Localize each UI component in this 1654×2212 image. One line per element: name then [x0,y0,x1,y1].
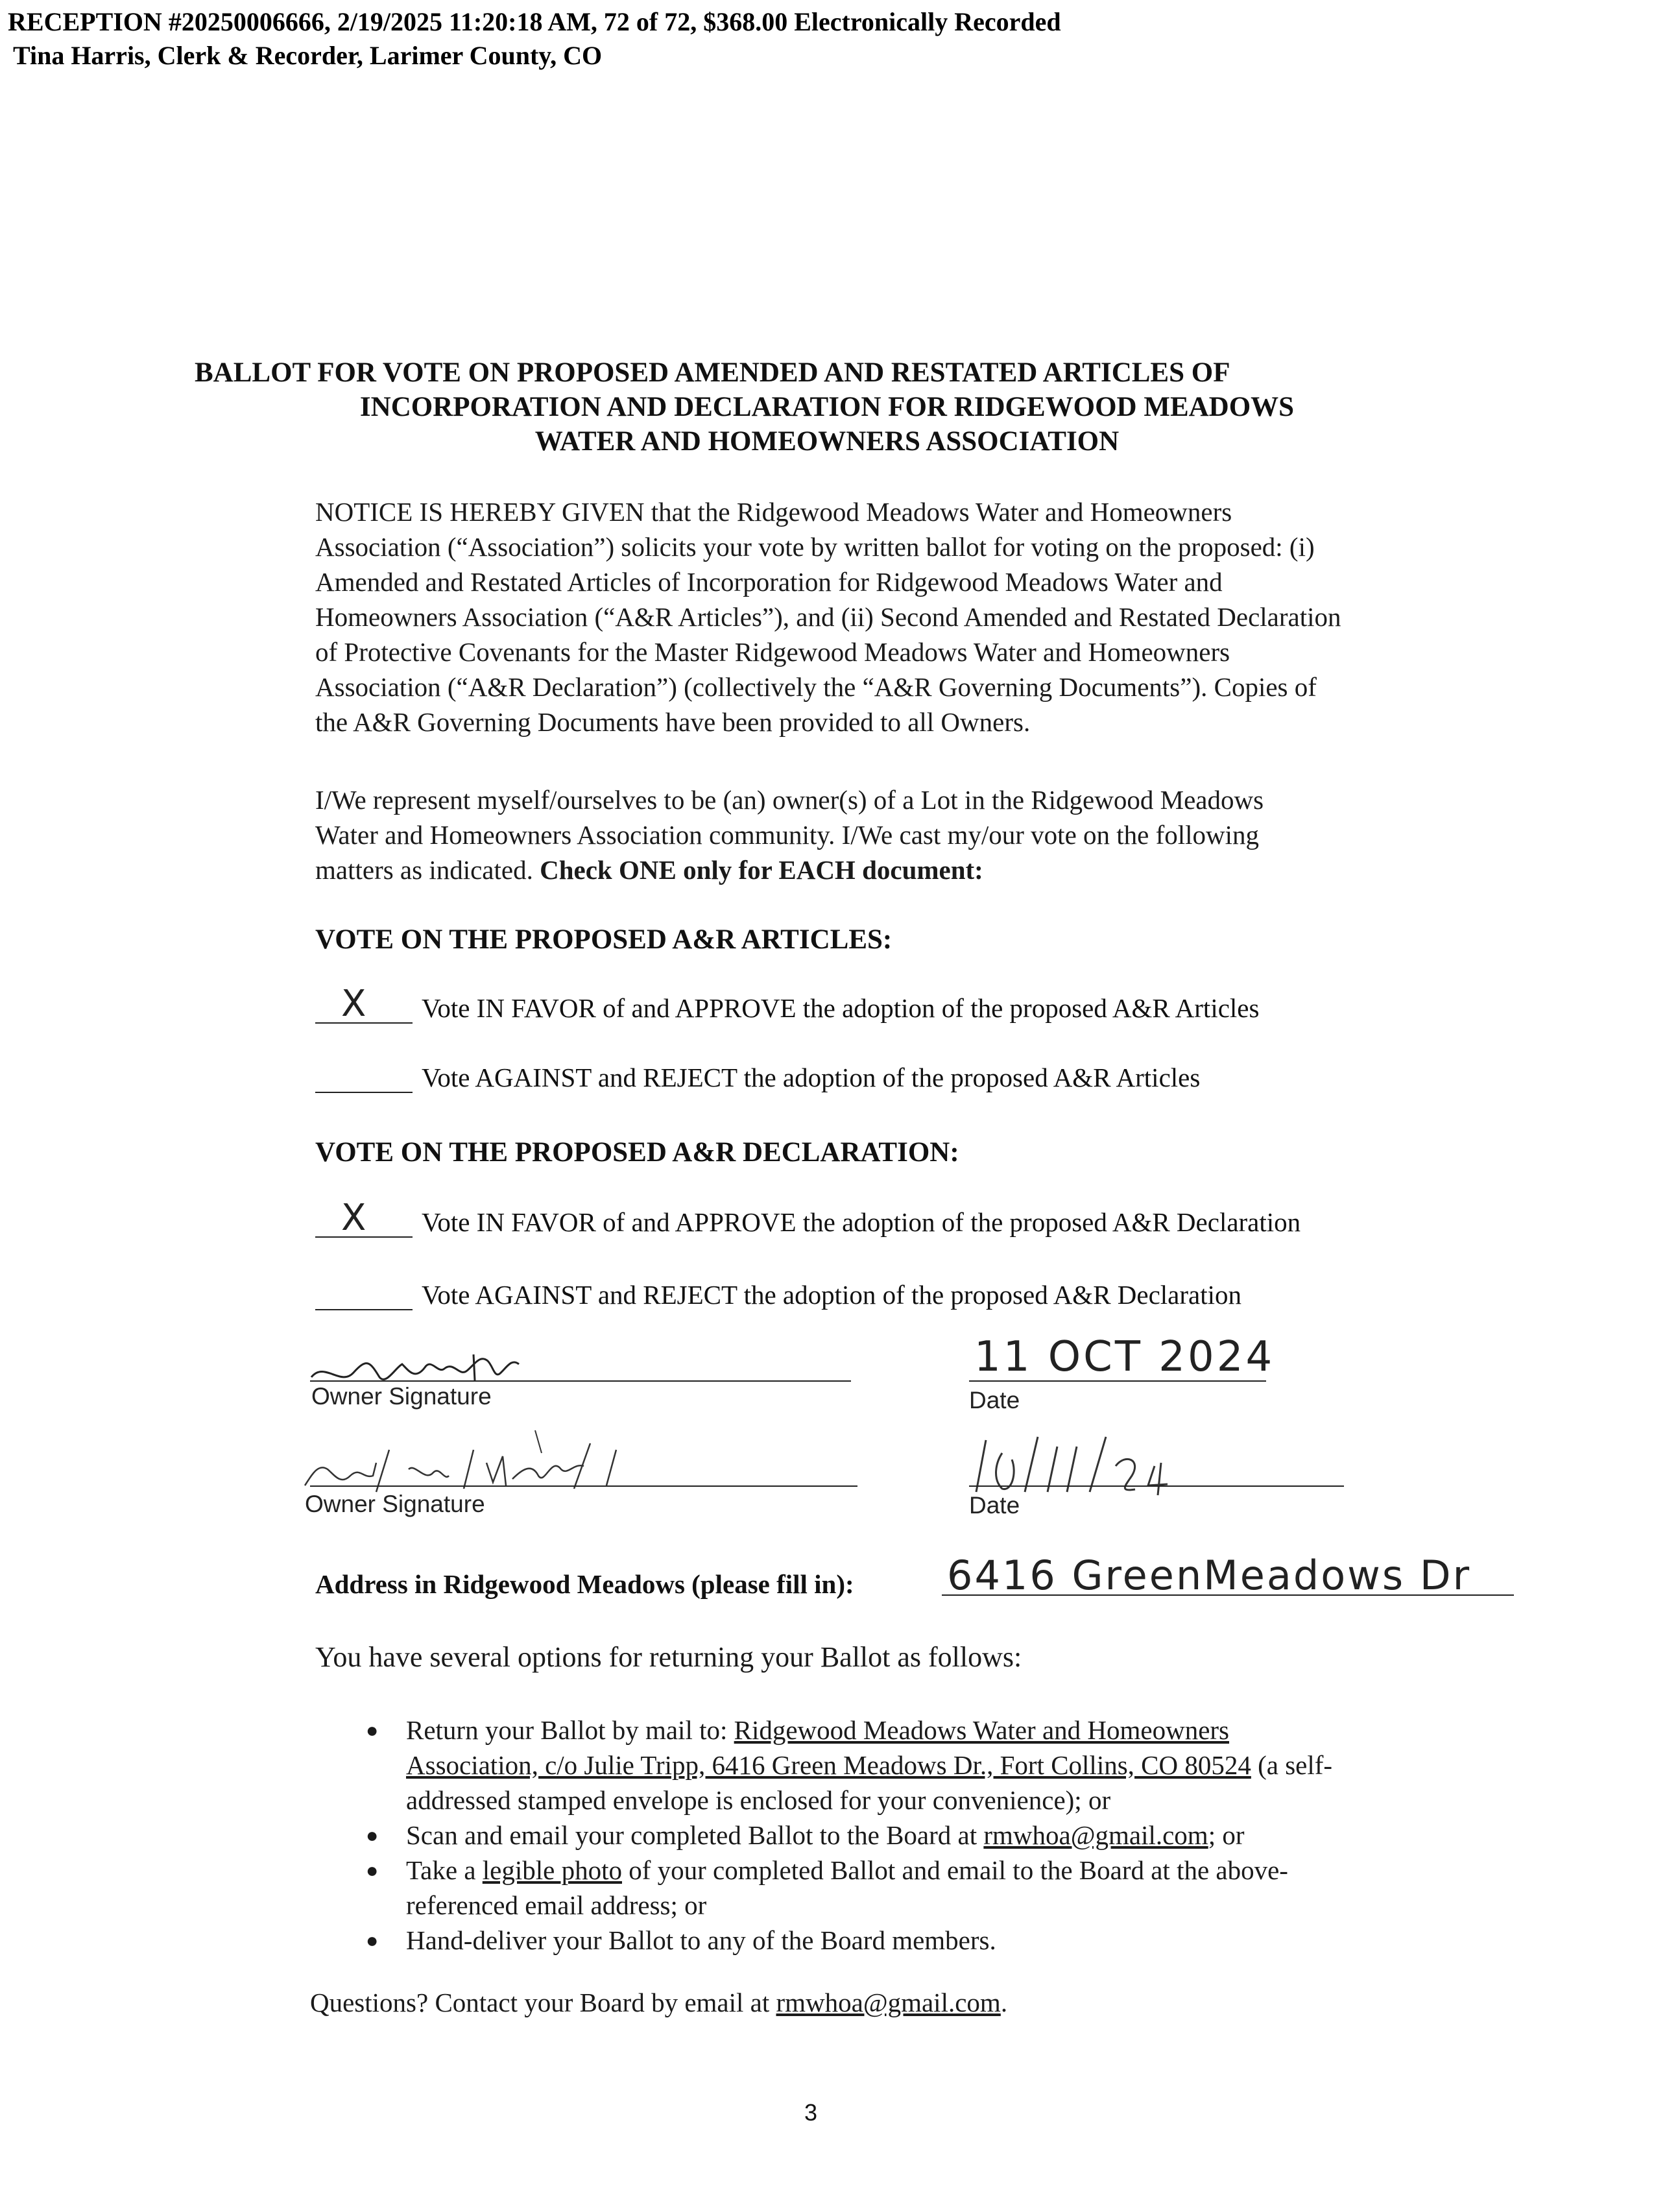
date-2-line[interactable] [969,1485,1344,1487]
articles-against-option[interactable] [315,1062,1200,1093]
articles-favor-mark: X [341,983,366,1025]
articles-favor-text: Vote IN FAVOR of and APPROVE the adoption of the proposed A&R Articles [422,993,1260,1023]
articles-against-blank[interactable] [315,1066,413,1093]
return-option-photo [366,1853,1332,1923]
owner-signature-2-label: Owner Signature [305,1491,485,1517]
bullet-icon: ● [366,1823,379,1847]
articles-vote-heading: VOTE ON THE PROPOSED A&R ARTICLES: [315,924,893,955]
notice-paragraph [315,494,1341,739]
notice-line: Association (“Association”) solicits your vote by written ballot for voting on the proposed: (i) [315,532,1315,562]
questions-line [310,1985,1007,2020]
title-line2: INCORPORATION AND DECLARATION FOR RIDGEWOOD MEADOWS [359,392,1295,422]
notice-line: of Protective Covenants for the Master Ridgewood Meadows Water and Homeowners [315,637,1230,667]
notice-line: Amended and Restated Articles of Incorporation for Ridgewood Meadows Water and [315,567,1223,597]
board-email-link[interactable]: rmwhoa@gmail.com [983,1820,1208,1850]
bullet-icon: ● [366,1858,379,1882]
declaration-favor-option[interactable] [315,1197,1301,1239]
representation-line1: I/We represent myself/ourselves to be (an) owner(s) of a Lot in the Ridgewood Meadows [315,785,1264,815]
bullet-icon: ● [366,1929,379,1952]
mail-prefix: Return your Ballot by mail to: [406,1715,734,1745]
notice-line: the A&R Governing Documents have been provided to all Owners. [315,707,1031,737]
representation-line3-plain: matters as indicated. [315,855,540,885]
questions-suffix: . [1000,1988,1008,2017]
mail-line3: addressed stamped envelope is enclosed for your convenience); or [406,1785,1111,1815]
declaration-favor-mark: X [341,1197,366,1239]
title-line1: BALLOT FOR VOTE ON PROPOSED AMENDED AND RESTATED ARTICLES OF [195,357,1230,388]
mail-suffix: (a self- [1251,1750,1333,1780]
scan-suffix: ; or [1208,1820,1245,1850]
date-1-label: Date [969,1387,1020,1413]
photo-prefix: Take a [406,1855,483,1885]
owner-signature-2-handwriting [279,1424,681,1502]
address-label: Address in Ridgewood Meadows (please fill in): [315,1569,854,1599]
declaration-favor-text: Vote IN FAVOR of and APPROVE the adoption of the proposed A&R Declaration [422,1207,1301,1237]
return-options-list [366,1713,1333,1958]
recording-header-line1: RECEPTION #20250006666, 2/19/2025 11:20:18 AM, 72 of 72, $368.00 Electronically Recorded [8,7,1061,36]
date-1-line[interactable] [969,1380,1266,1382]
return-option-hand-deliver [366,1923,1332,1958]
articles-favor-blank[interactable] [315,983,413,1025]
scan-prefix: Scan and email your completed Ballot to the Board at [406,1820,984,1850]
articles-favor-option[interactable] [315,983,1260,1025]
declaration-against-option[interactable] [315,1279,1241,1310]
date-2-label: Date [969,1492,1020,1519]
notice-line: Homeowners Association (“A&R Articles”), and (ii) Second Amended and Restated Declaration [315,602,1341,632]
notice-line: Association (“A&R Declaration”) (collectively the “A&R Governing Documents”). Copies of [315,672,1317,702]
address-field-line[interactable] [942,1594,1514,1596]
photo-suffix: of your completed Ballot and email to the Board at the above- [622,1855,1288,1885]
representation-line3 [315,852,1264,887]
questions-prefix: Questions? Contact your Board by email at [310,1988,776,2017]
return-option-scan-email [366,1818,1332,1853]
bullet-icon: ● [366,1718,379,1742]
representation-paragraph [315,782,1264,887]
address-value: 6416 GreenMeadows Dr [947,1552,1472,1599]
page-number: 3 [804,2099,818,2126]
recording-header-line2: Tina Harris, Clerk & Recorder, Larimer County, CO [13,41,603,70]
hand-deliver-text: Hand-deliver your Ballot to any of the Board members. [406,1925,996,1955]
owner-signature-1-label: Owner Signature [311,1383,492,1410]
date-2-handwriting [966,1427,1239,1498]
mail-address-line2: Association, c/o Julie Tripp, 6416 Green Meadows Dr., Fort Collins, CO 80524 [406,1750,1251,1780]
return-option-mail [366,1713,1333,1818]
title-line3: WATER AND HOMEOWNERS ASSOCIATION [534,426,1120,457]
date-1-value: 11 OCT 2024 [974,1333,1275,1381]
photo-line2: referenced email address; or [406,1890,707,1920]
questions-email-link[interactable]: rmwhoa@gmail.com [776,1988,1001,2017]
declaration-favor-blank[interactable] [315,1197,413,1239]
owner-signature-1-line[interactable] [310,1380,851,1382]
articles-against-text: Vote AGAINST and REJECT the adoption of the proposed A&R Articles [422,1063,1201,1092]
check-one-instruction: Check ONE only for EACH document: [540,855,983,885]
declaration-against-blank[interactable] [315,1283,413,1310]
representation-line2: Water and Homeowners Association community. I/We cast my/our vote on the following [315,820,1260,850]
declaration-vote-heading: VOTE ON THE PROPOSED A&R DECLARATION: [315,1137,959,1168]
legible-photo-text: legible photo [482,1855,622,1885]
notice-line: NOTICE IS HEREBY GIVEN that the Ridgewood Meadows Water and Homeowners [315,497,1232,527]
mail-address-line1: Ridgewood Meadows Water and Homeowners [734,1715,1230,1745]
owner-signature-2-line[interactable] [310,1485,857,1487]
return-options-intro: You have several options for returning your Ballot as follows: [315,1641,1022,1673]
declaration-against-text: Vote AGAINST and REJECT the adoption of the proposed A&R Declaration [422,1280,1242,1310]
